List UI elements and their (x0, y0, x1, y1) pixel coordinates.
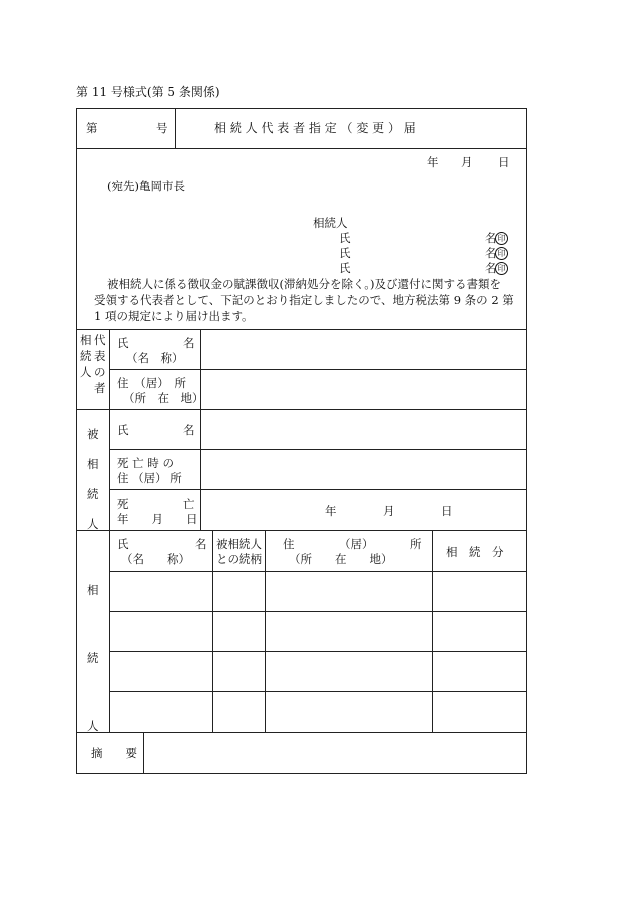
col-address-c: 所 (410, 537, 422, 551)
form-number: 第 11 号様式(第 5 条関係) (76, 85, 220, 99)
heirs-label: 相続人 (313, 216, 348, 230)
col-name-b: 名 (195, 537, 207, 551)
heir-row-1[interactable] (110, 572, 526, 611)
heir-row-2[interactable] (110, 612, 526, 651)
col-address-sub: （所 在 地） (289, 552, 393, 566)
heirs-side-label: 相 続 人 (87, 583, 99, 733)
number-label: 第 (86, 121, 98, 135)
dec-death-date-c: 年 月 日 (117, 512, 198, 526)
rep-address-sub: （所 在 地） (123, 391, 204, 405)
heir-name-suffix-1: 名 (485, 231, 497, 245)
seal-icon: 印 (495, 247, 508, 260)
rep-name-label-b: 名 (183, 336, 195, 350)
heir-row-4[interactable] (110, 692, 526, 732)
statement-line-1: 被相続人に係る徴収金の賦課徴収(滞納処分を除く。)及び還付に関する書類を (107, 277, 501, 291)
dec-death-date-b: 亡 (183, 497, 195, 511)
col-name-sub: （名 称） (121, 552, 190, 566)
decedent-side-label: 被 相 続 人 (87, 427, 99, 531)
heir-name-suffix-3: 名 (485, 261, 497, 275)
date-year: 年 (427, 155, 439, 169)
statement-line-3: 1 項の規定により届け出ます。 (94, 309, 254, 323)
heir-name-label-1: 氏 (339, 231, 351, 245)
dec-death-address-1: 死 亡 時 の (117, 456, 174, 470)
dec-death-date-a: 死 (117, 497, 129, 511)
dec-death-address-2: 住 （居） 所 (117, 471, 182, 485)
statement-line-2: 受領する代表者として、下記のとおり指定しましたので、地方税法第 9 条の 2 第 (94, 293, 514, 307)
rep-name-sub: （名 称） (126, 351, 184, 365)
col-share: 相 続 分 (446, 545, 504, 559)
dec-name-label-a: 氏 (117, 423, 129, 437)
representative-side-label-col1: 相 続 人 (80, 333, 92, 379)
col-address-b: （居） (339, 537, 374, 551)
dec-name-label-b: 名 (183, 423, 195, 437)
dec-date-day: 日 (441, 504, 453, 518)
summary-label: 摘 要 (91, 746, 137, 760)
heir-name-label-2: 氏 (339, 246, 351, 260)
form-title: 相 続 人 代 表 者 指 定 （ 変 更 ） 届 (214, 121, 416, 135)
col-address-a: 住 (283, 537, 295, 551)
dec-date-year: 年 (325, 504, 337, 518)
date-month: 月 (461, 155, 473, 169)
heir-name-suffix-2: 名 (485, 246, 497, 260)
dec-date-month: 月 (383, 504, 395, 518)
rep-address-label: 住 （居） 所 (117, 376, 186, 390)
seal-icon: 印 (495, 262, 508, 275)
col-relation-1: 被相続人 (216, 537, 262, 551)
representative-side-label-col2: 代 表 の 者 (94, 333, 106, 395)
date-day: 日 (498, 155, 510, 169)
heir-row-3[interactable] (110, 652, 526, 691)
number-suffix: 号 (156, 121, 168, 135)
rep-name-label-a: 氏 (117, 336, 129, 350)
col-name-a: 氏 (117, 537, 129, 551)
summary-field[interactable] (144, 733, 526, 773)
col-relation-2: との続柄 (216, 552, 262, 566)
heir-name-label-3: 氏 (339, 261, 351, 275)
seal-icon: 印 (495, 232, 508, 245)
addressee: (宛先)亀岡市長 (107, 179, 185, 193)
